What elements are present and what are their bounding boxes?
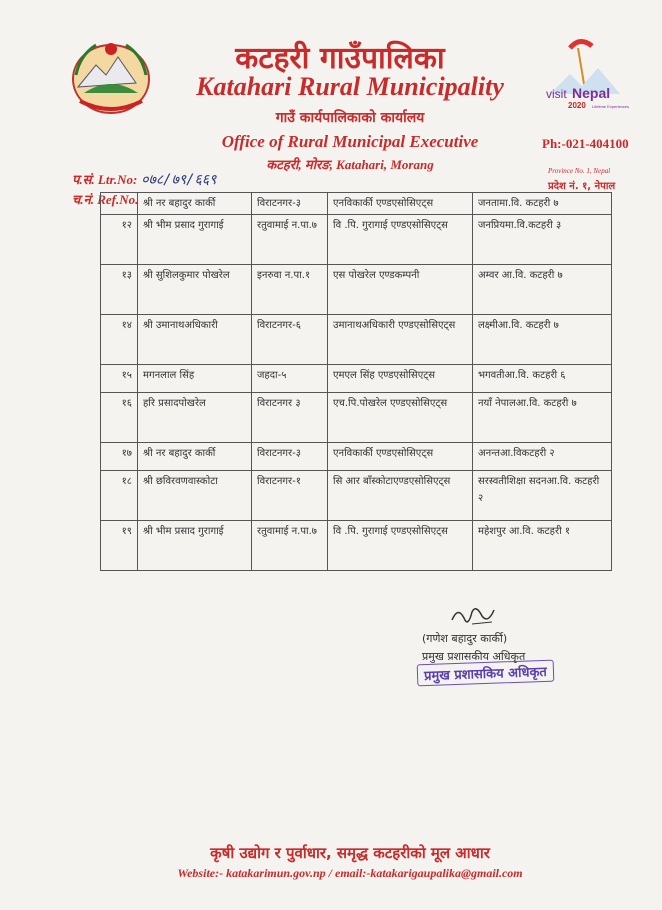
school-cell: नयाँ नेपालआ.वि. कटहरी ७ bbox=[473, 393, 612, 443]
name-cell: श्री नर बहादुर कार्की bbox=[138, 193, 252, 215]
address-cell: विराटनगर-३ bbox=[252, 443, 328, 471]
address-cell: विराटनगर-३ bbox=[252, 193, 328, 215]
firm-cell: एनविकार्की एण्डएसोसिएट्स bbox=[328, 193, 473, 215]
table-row bbox=[101, 265, 612, 315]
address-cell: रतुवामाई न.पा.७ bbox=[252, 521, 328, 571]
visit-logo-line2: Nepal bbox=[572, 85, 611, 101]
table-row bbox=[101, 215, 612, 265]
address-cell: रतुवामाई न.पा.७ bbox=[252, 215, 328, 265]
footer-contact: Website:- katakarimun.gov.np / email:-katakarigaupalika@gmail.com bbox=[177, 866, 523, 880]
office-name-english: Office of Rural Municipal Executive bbox=[221, 132, 479, 151]
office-name-nepali: गाउँ कार्यपालिकाको कार्यालय bbox=[275, 110, 425, 126]
school-cell: जनतामा.वि. कटहरी ७ bbox=[473, 193, 612, 215]
name-cell: मगनलाल सिंह bbox=[138, 365, 252, 393]
serial-number-cell: १४ bbox=[101, 315, 138, 365]
firm-cell: एनविकार्की एण्डएसोसिएट्स bbox=[328, 443, 473, 471]
signatory-name: (गणेश बहादुर कार्की) bbox=[422, 632, 508, 645]
school-cell: अनन्तआ.विकटहरी २ bbox=[473, 443, 612, 471]
table-row bbox=[101, 393, 612, 443]
address-cell: इनरुवा न.पा.१ bbox=[252, 265, 328, 315]
address-cell: विराटनगर-१ bbox=[252, 471, 328, 521]
serial-number-cell: १८ bbox=[101, 471, 138, 521]
visit-logo-year: 2020 bbox=[568, 101, 586, 110]
letter-number-label: प.सं. Ltr.No: bbox=[72, 172, 138, 187]
serial-number-cell: १६ bbox=[101, 393, 138, 443]
table-row bbox=[101, 193, 612, 215]
firm-cell: एस पोखरेल एण्डकम्पनी bbox=[328, 265, 473, 315]
name-cell: हरि प्रसादपोखरेल bbox=[138, 393, 252, 443]
letter-number-value: ०७८/७९/६६९ bbox=[141, 172, 217, 188]
letter-number bbox=[72, 170, 216, 189]
municipality-name-nepali: कटहरी गाउँपालिका bbox=[235, 41, 445, 76]
address-cell: जहदा-५ bbox=[252, 365, 328, 393]
name-cell: श्री छविरवणवास्कोटा bbox=[138, 471, 252, 521]
name-cell: श्री सुशिलकुमार पोखरेल bbox=[138, 265, 252, 315]
official-stamp: प्रमुख प्रशासकिय अधिकृत bbox=[417, 660, 555, 687]
serial-number-cell: १३ bbox=[101, 265, 138, 315]
school-cell: महेशपुर आ.वि. कटहरी १ bbox=[473, 521, 612, 571]
name-cell: श्री उमानाथअधिकारी bbox=[138, 315, 252, 365]
school-cell: सरस्वतीशिक्षा सदनआ.वि. कटहरी २ bbox=[473, 471, 612, 521]
serial-number-cell: १५ bbox=[101, 365, 138, 393]
phone-number: Ph:-021-404100 bbox=[542, 136, 629, 151]
name-cell: श्री भीम प्रसाद गुरागाई bbox=[138, 215, 252, 265]
school-cell: जनप्रियमा.वि.कटहरी ३ bbox=[473, 215, 612, 265]
table-row bbox=[101, 365, 612, 393]
table-row bbox=[101, 471, 612, 521]
school-cell: भगवतीआ.वि. कटहरी ६ bbox=[473, 365, 612, 393]
table-row bbox=[101, 521, 612, 571]
address-cell: विराटनगर-६ bbox=[252, 315, 328, 365]
firm-cell: उमानाथअधिकारी एण्डएसोसिएट्स bbox=[328, 315, 473, 365]
footer-slogan: कृषी उद्योग र पुर्वाधार, समृद्ध कटहरीको मूल आधार bbox=[210, 844, 490, 862]
name-cell: श्री भीम प्रसाद गुरागाई bbox=[138, 521, 252, 571]
visit-logo-tagline: Lifetime Experiences bbox=[592, 104, 630, 109]
firm-cell: वि .पि. गुरागाई एण्डएसोसिएट्स bbox=[328, 215, 473, 265]
province-nepali: प्रदेश नं. १, नेपाल bbox=[548, 181, 616, 192]
serial-number-cell bbox=[101, 193, 138, 215]
province-english: Province No. 1, Nepal bbox=[548, 167, 611, 175]
firm-cell: सि आर बाँस्कोटाएण्डएसोसिएट्स bbox=[328, 471, 473, 521]
visit-nepal-logo-icon bbox=[540, 34, 630, 114]
address-cell: विराटनगर ३ bbox=[252, 393, 328, 443]
office-address: कटहरी, मोरङ, Katahari, Morang bbox=[266, 157, 434, 172]
name-cell: श्री नर बहादुर कार्की bbox=[138, 443, 252, 471]
serial-number-cell: १९ bbox=[101, 521, 138, 571]
firm-cell: वि .पि. गुरागाई एण्डएसोसिएट्स bbox=[328, 521, 473, 571]
school-cell: अम्वर आ.वि. कटहरी ७ bbox=[473, 265, 612, 315]
table-row bbox=[101, 315, 612, 365]
serial-number-cell: १७ bbox=[101, 443, 138, 471]
firm-cell: एच.पि.पोखरेल एण्डएसोसिएट्स bbox=[328, 393, 473, 443]
reference-number-label: च.नं. Ref.No. bbox=[72, 192, 139, 207]
school-cell: लक्ष्मीआ.वि. कटहरी ७ bbox=[473, 315, 612, 365]
nepal-emblem-icon bbox=[66, 35, 156, 115]
firm-cell: एमएल सिंह एण्डएसोसिएट्स bbox=[328, 365, 473, 393]
serial-number-cell: १२ bbox=[101, 215, 138, 265]
signature-scribble-icon bbox=[448, 602, 498, 632]
auditor-table bbox=[100, 192, 612, 571]
visit-logo-line1: visit bbox=[546, 87, 567, 101]
municipality-name-english: Katahari Rural Municipality bbox=[196, 72, 504, 101]
table-row bbox=[101, 443, 612, 471]
signatory-title: प्रमुख प्रशासकीय अधिकृत bbox=[422, 650, 526, 663]
